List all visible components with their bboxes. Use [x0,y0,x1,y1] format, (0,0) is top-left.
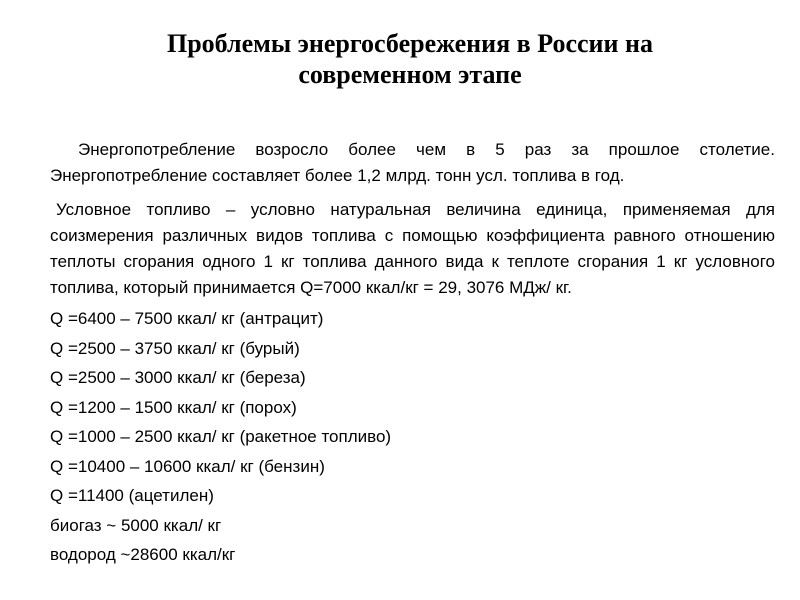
slide-title-line-2: современном этапе [298,60,522,89]
list-item: Q =2500 – 3000 ккал/ кг (береза) [50,368,306,387]
slide-title-line-1: Проблемы энергосбережения в России на [167,29,653,58]
list-item: Q =10400 – 10600 ккал/ кг (бензин) [50,456,325,476]
slide-body [50,137,775,570]
fuel-values-list [50,304,775,570]
list-item: Q =1000 – 2500 ккал/ кг (ракетное топливо) [50,427,392,446]
list-item: Q =2500 – 3750 ккал/ кг (бурый) [50,338,300,358]
list-item: биогаз ~ 5000 ккал/ кг [50,515,222,535]
paragraph-energy-consumption: Энергопотребление возросло более чем в 5 раз за прошлое столетие. Энергопотребление составляет более 1,2 млрд. тонн усл. топлива в год. [50,140,775,185]
list-item: Q =6400 – 7500 ккал/ кг (антрацит) [50,309,324,328]
slide-title [80,28,740,90]
list-item: Q =11400 (ацетилен) [50,486,214,505]
paragraph-conventional-fuel: Условное топливо – условно натуральная величина единица, применяемая для соизмерения различных видов топлива с помощью коэффициента равного отношению теплоты сгорания одного 1 кг топлива данного вида к теплоте сгорания 1 кг условного топлива, который принимается Q=7000 ккал/кг = 29, 3076 МДж/ кг. [50,200,775,297]
list-item: водород ~28600 ккал/кг [50,545,236,564]
list-item: Q =1200 – 1500 ккал/ кг (порох) [50,397,297,417]
